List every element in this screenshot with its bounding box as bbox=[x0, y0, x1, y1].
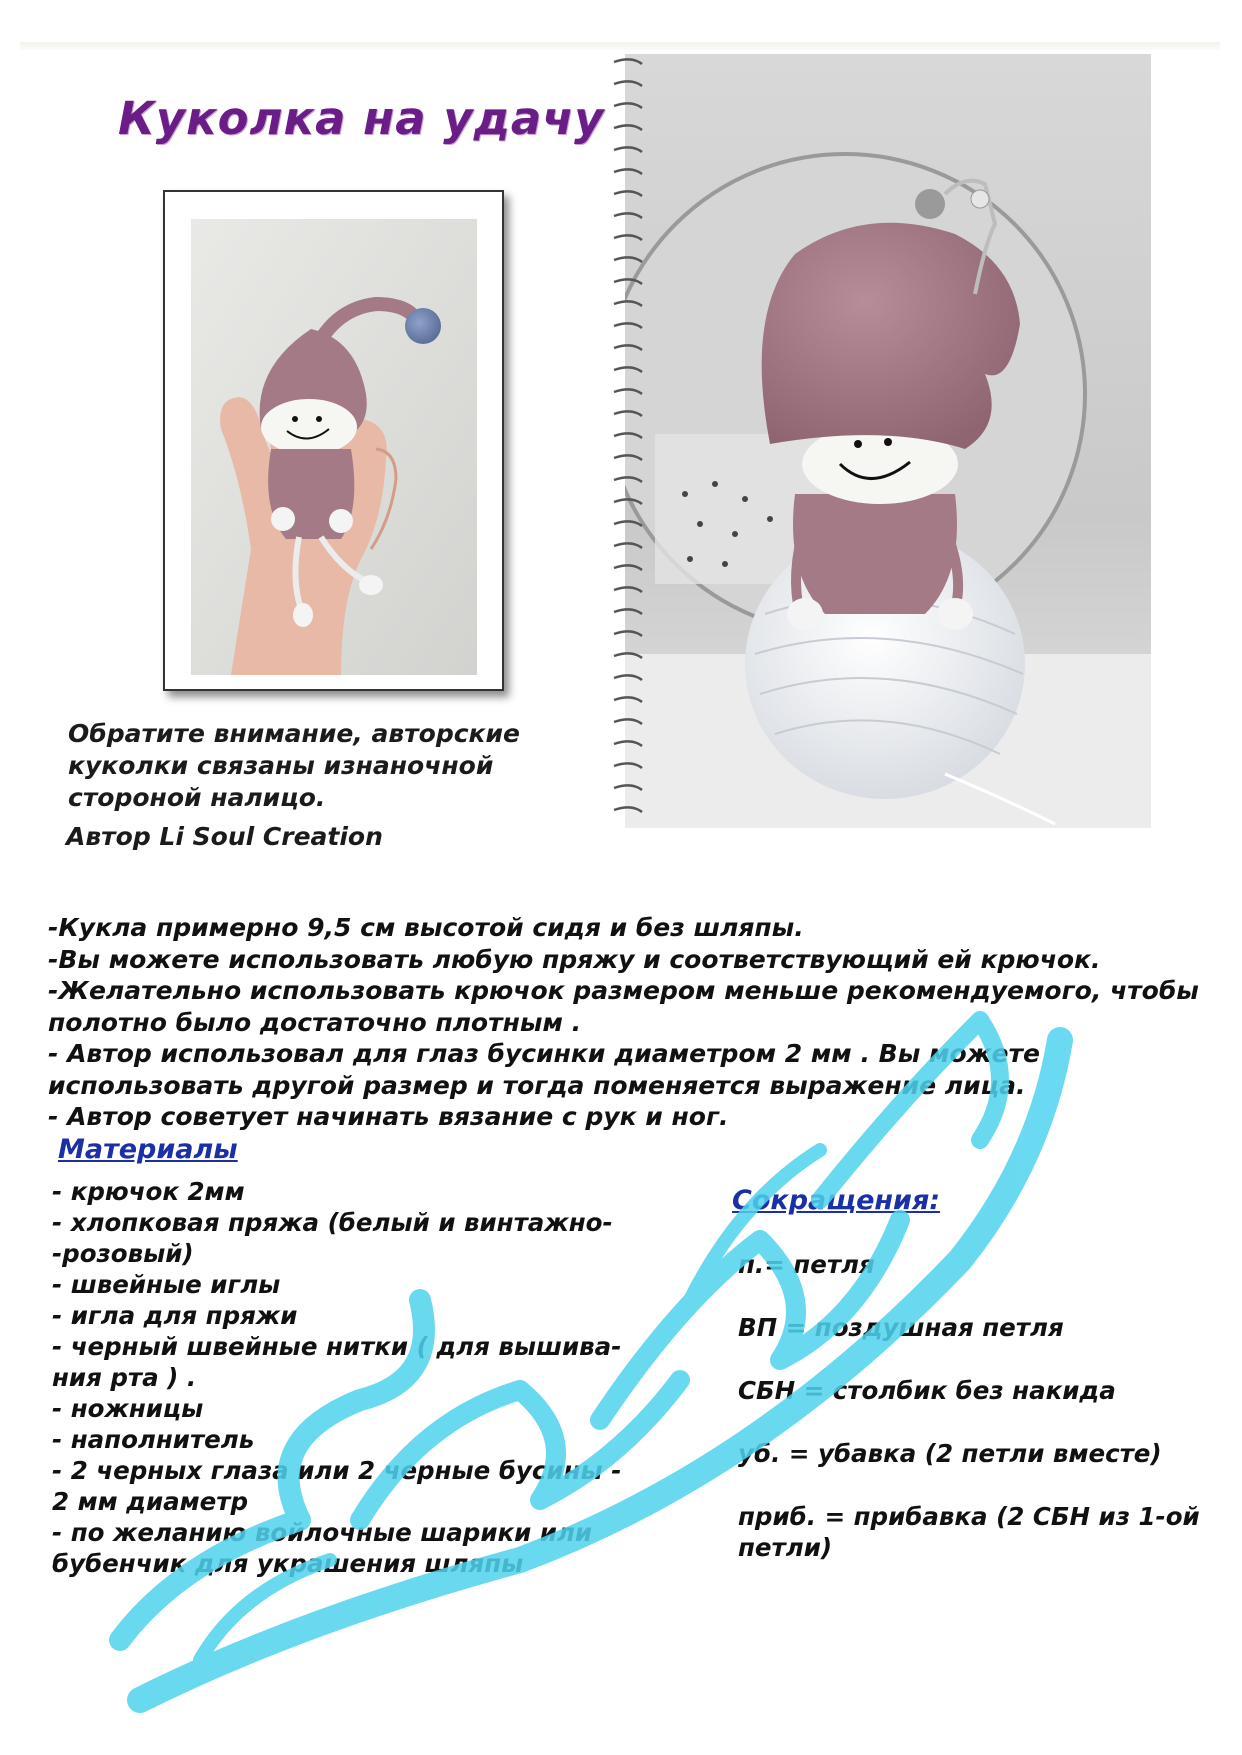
abbreviation-item: приб. = прибавка (2 СБН из 1-ой петли) bbox=[738, 1502, 1200, 1562]
photo-caption bbox=[68, 718, 520, 814]
material-item: - черный швейные нитки ( для вышива- bbox=[52, 1332, 622, 1361]
material-item: бубенчик для украшения шляпы bbox=[52, 1549, 524, 1578]
material-item: - по желанию войлочные шарики или bbox=[52, 1518, 593, 1547]
note-line: -Вы можете использовать любую пряжу и соответствующий ей крючок. bbox=[48, 944, 1101, 974]
note-line: -Желательно использовать крючок размером меньше рекомендуемого, чтобы bbox=[48, 976, 1199, 1005]
abbreviation-item: СБН = столбик без накида bbox=[738, 1376, 1116, 1405]
materials-list bbox=[52, 1176, 652, 1579]
photo-doll-on-yarn-ball bbox=[625, 54, 1151, 828]
note-line: - Автор советует начинать вязание с рук и ног. bbox=[48, 1102, 729, 1131]
author-credit: Автор Li Soul Creation bbox=[66, 822, 383, 851]
caption-line: куколки связаны изнаночной bbox=[68, 751, 494, 780]
material-item: - крючок 2мм bbox=[52, 1177, 245, 1206]
caption-line: стороной налицо. bbox=[68, 783, 326, 812]
pattern-notes bbox=[48, 912, 1218, 1133]
material-item: - ножницы bbox=[52, 1394, 204, 1423]
spiral-binding bbox=[612, 54, 646, 828]
materials-heading: Материалы bbox=[58, 1134, 238, 1165]
note-line: полотно было достаточно плотным . bbox=[48, 1007, 582, 1037]
abbreviation-item: п.= петля bbox=[738, 1250, 875, 1279]
material-item: ния рта ) . bbox=[52, 1363, 197, 1392]
photo-frame-hand bbox=[163, 190, 504, 691]
material-item: - 2 черных глаза или 2 черные бусины - bbox=[52, 1456, 622, 1485]
material-item: - наполнитель bbox=[52, 1425, 255, 1454]
caption-line: Обратите внимание, авторские bbox=[68, 719, 521, 748]
photo-doll-in-hand bbox=[191, 219, 477, 675]
note-line: -Кукла примерно 9,5 см высотой сидя и без шляпы. bbox=[48, 913, 804, 942]
abbreviation-item: ВП = поздушная петля bbox=[738, 1313, 1064, 1342]
abbreviations-heading: Сокращения: bbox=[732, 1185, 941, 1216]
material-item: 2 мм диаметр bbox=[52, 1487, 249, 1516]
abbreviations-list bbox=[738, 1249, 1218, 1595]
material-item: - хлопковая пряжа (белый и винтажно- bbox=[52, 1208, 613, 1237]
note-line: использовать другой размер и тогда поменяется выражение лица. bbox=[48, 1070, 1026, 1100]
note-line: - Автор использовал для глаз бусинки диаметром 2 мм . Вы можете bbox=[48, 1039, 1040, 1068]
material-item: - игла для пряжи bbox=[52, 1301, 298, 1330]
material-item: -розовый) bbox=[52, 1239, 194, 1268]
top-divider bbox=[20, 42, 1220, 50]
page-title: Куколка на удачу bbox=[118, 92, 605, 145]
material-item: - швейные иглы bbox=[52, 1270, 281, 1299]
abbreviation-item: уб. = убавка (2 петли вместе) bbox=[738, 1439, 1162, 1468]
